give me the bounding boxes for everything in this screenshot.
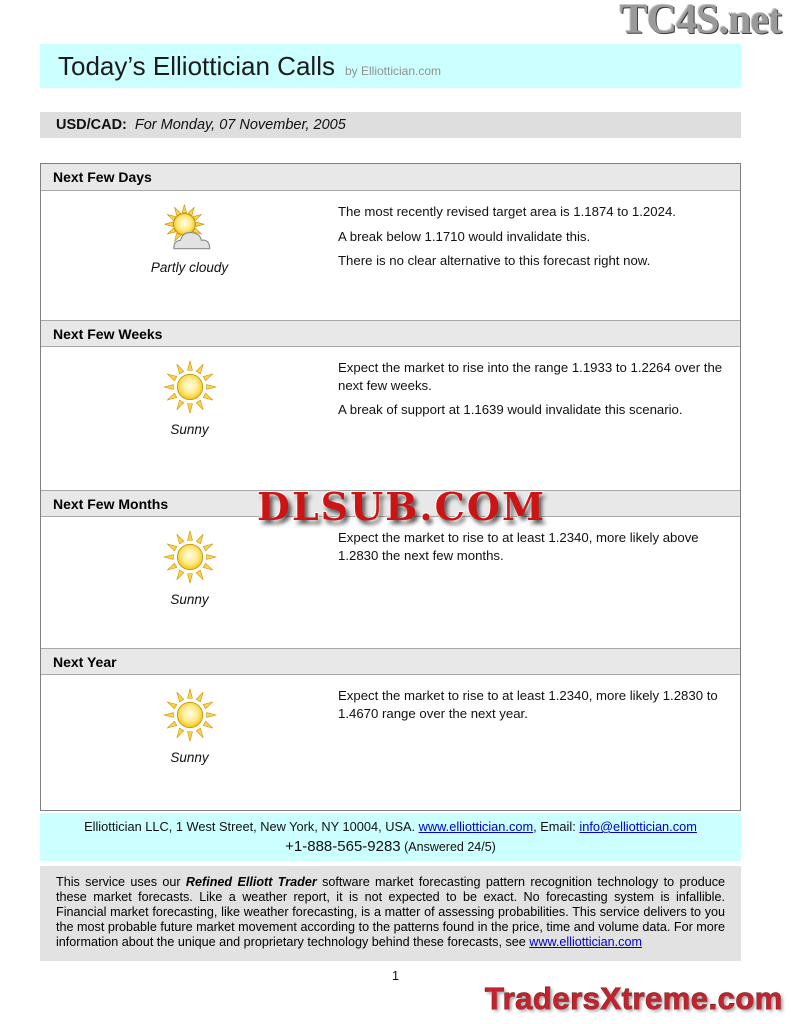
section-content (41, 517, 740, 648)
forecast-line: The most recently revised target area is 1.1874 to 1.2024. (338, 204, 676, 219)
weather-caption: Partly cloudy (150, 260, 229, 275)
address-line (40, 819, 741, 834)
forecast-line: Expect the market to rise into the range 1.1933 to 1.2264 over the next few weeks. (338, 360, 723, 393)
section-next-year (41, 648, 740, 810)
weather-icon-column (41, 191, 338, 320)
section-title: Next Few Days (53, 169, 152, 185)
section-title: Next Year (53, 653, 117, 670)
disclaimer-website-link[interactable]: www.elliottician.com (529, 935, 642, 950)
forecast-date: For Monday, 07 November, 2005 (134, 117, 346, 133)
weather-caption: Sunny (170, 750, 209, 765)
weather-caption: Sunny (170, 422, 209, 437)
section-content (41, 675, 740, 810)
title-banner (40, 44, 741, 88)
tradersxtreme-logo: TradersXtreme.com (485, 981, 783, 1016)
section-next-few-weeks (41, 320, 740, 490)
forecast-text (338, 675, 740, 810)
sunny-icon (162, 359, 218, 415)
page-title: Today’s Elliottician Calls (58, 50, 335, 81)
disclaimer (40, 866, 741, 961)
dlsub-watermark: DLSUB.COM (257, 484, 547, 529)
pair-date-bar (40, 112, 741, 138)
forecast-line: Expect the market to rise to at least 1.2340, more likely above 1.2830 the next few months. (338, 530, 699, 563)
disclaimer-text: software market forecasting pattern recognition technology to produce these market forecasts. Like a weather report, it is not expected to be exact. No forecasting system is infallible. Financial market forecasting, like weather forecasting, is a matter of assessing probabilities. This service delivers to you the most probable future market movement according to the patterns found in the price, time and volume data. For more information about the unique and proprietary technology behind these forecasts, see (56, 875, 726, 950)
phone-note: (Answered 24/5) (400, 840, 496, 854)
product-name: Refined Elliott Trader (185, 875, 317, 889)
weather-icon-column (41, 347, 338, 490)
section-next-few-days (41, 164, 740, 320)
forecast-text (338, 347, 740, 490)
sunny-icon (162, 687, 218, 743)
website-link[interactable]: www.elliottician.com (418, 819, 534, 834)
forecast-text (338, 191, 740, 320)
contact-strip (40, 813, 741, 861)
section-title: Next Few Weeks (53, 325, 163, 342)
partly-cloudy-icon (160, 203, 220, 253)
section-header (41, 164, 740, 191)
weather-icon-column (41, 675, 338, 810)
section-content (41, 191, 740, 320)
tc4s-logo: TC4S.net (619, 0, 781, 43)
section-title: Next Few Months (53, 495, 169, 512)
weather-icon-column (41, 517, 338, 648)
phone-line (40, 838, 741, 855)
company-address: Elliottician LLC, 1 West Street, New York, NY 10004, USA. (84, 819, 419, 834)
forecast-text (338, 517, 740, 648)
currency-pair-label: USD/CAD: (56, 117, 127, 133)
section-content (41, 347, 740, 490)
sunny-icon (162, 529, 218, 585)
forecast-line: A break below 1.1710 would invalidate this. (338, 228, 591, 244)
forecast-line: There is no clear alternative to this forecast right now. (338, 253, 651, 269)
phone-number: +1-888-565-9283 (285, 838, 401, 855)
forecast-line: A break of support at 1.1639 would invalidate this scenario. (338, 402, 683, 418)
email-label: , Email: (533, 819, 580, 834)
section-header (41, 648, 740, 675)
page-number: 1 (391, 968, 400, 983)
section-header (41, 320, 740, 347)
weather-caption: Sunny (170, 592, 209, 607)
disclaimer-text: This service uses our (56, 875, 186, 889)
email-link[interactable]: info@elliottician.com (579, 819, 697, 834)
forecast-line: Expect the market to rise to at least 1.2340, more likely 1.2830 to 1.4670 range over the next year. (338, 688, 718, 721)
byline: by Elliottician.com (344, 64, 442, 78)
